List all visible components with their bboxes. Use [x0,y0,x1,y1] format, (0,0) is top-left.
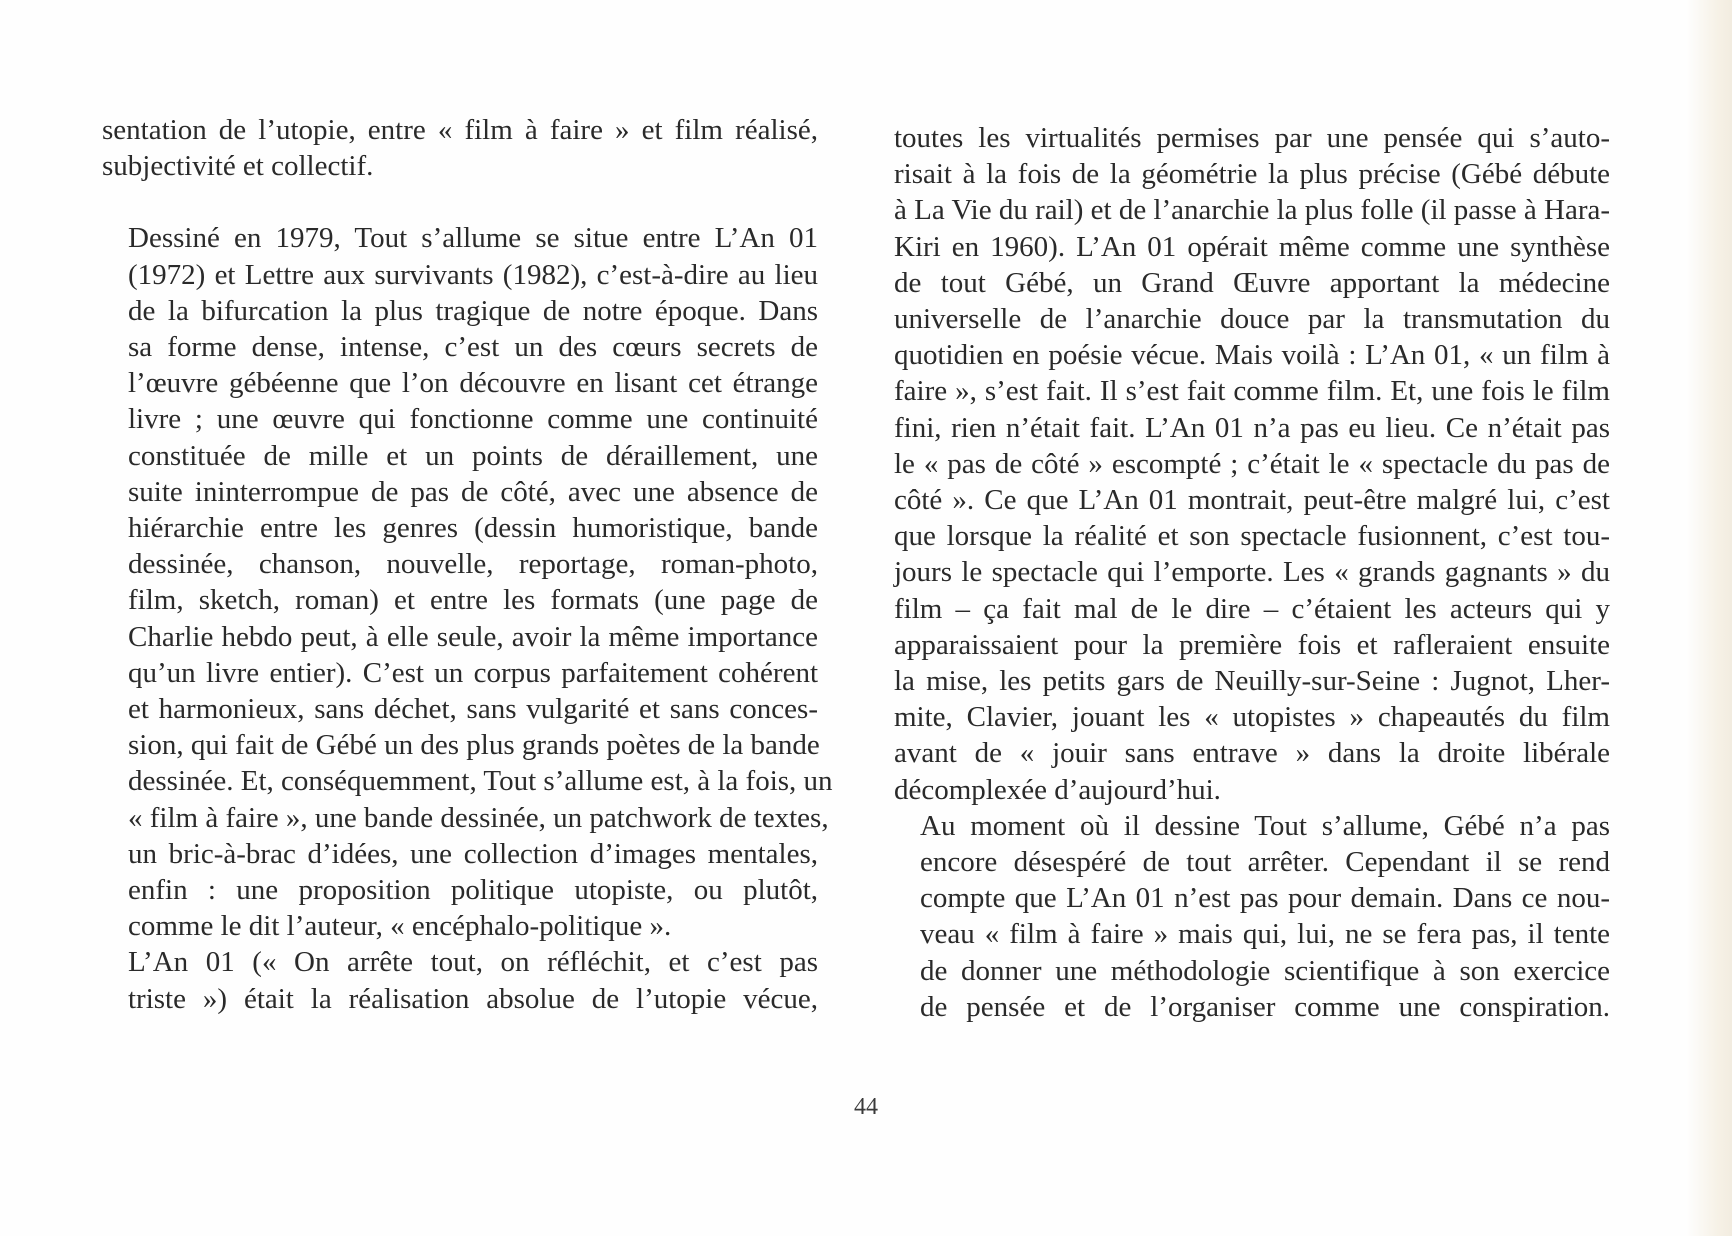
text-line: fini, rien n’était fait. L’An 01 n’a pas eu lieu. Ce n’était pas [894,411,1610,444]
text-line: « film à faire », une bande dessinée, un patchwork de textes, [128,801,829,834]
text-line: dessinée, chanson, nouvelle, reportage, roman-photo, [128,548,818,581]
text-line: Au moment où il dessine Tout s’allume, Gébé n’a pas [920,809,1610,842]
text-line: quotidien en poésie vécue. Mais voilà : L’An 01, « un film à [894,339,1610,372]
text-line: dessinée. Et, conséquemment, Tout s’allume est, à la fois, un [128,765,833,798]
text-line: toutes les virtualités permises par une pensée qui s’auto- [894,122,1610,154]
page-number: 44 [854,1094,878,1120]
paragraph-virtualites [894,120,1610,808]
text-line: sion, qui fait de Gébé un des plus grands poètes de la bande [128,729,820,762]
text-line: Charlie hebdo peut, à elle seule, avoir la même importance [128,620,818,653]
text-line: de donner une méthodologie scientifique à son exercice [920,954,1610,987]
text-line: côté ». Ce que L’An 01 montrait, peut-être malgré lui, c’est [894,484,1610,517]
text-line: Kiri en 1960). L’An 01 opérait même comme une synthèse [894,230,1610,263]
page-edge-shadow [1686,0,1732,1236]
text-line: film, sketch, roman) et entre les formats (une page de [128,584,818,617]
text-line: à La Vie du rail) et de l’anarchie la plus folle (il passe à Hara- [894,194,1610,227]
text-line: le « pas de côté » escompté ; c’était le « spectacle du pas de [894,447,1610,480]
text-line: comme le dit l’auteur, « encéphalo-politique ». [128,910,672,943]
text-line: enfin : une proposition politique utopiste, ou plutôt, [128,874,818,907]
text-line: constituée de mille et un points de déraillement, une [128,439,818,472]
text-line: sentation de l’utopie, entre « film à faire » et film réalisé, [102,114,818,146]
text-line: film – ça fait mal de le dire – c’étaient les acteurs qui y [894,592,1610,625]
text-line: et harmonieux, sans déchet, sans vulgarité et sans conces- [128,693,818,726]
text-line: faire », s’est fait. Il s’est fait comme film. Et, une fois le film [894,375,1610,408]
text-line: la mise, les petits gars de Neuilly-sur-Seine : Jugnot, Lher- [894,665,1610,698]
paragraph-au-moment [894,808,1610,1025]
paragraph-continuation [102,112,818,184]
text-line: (1972) et Lettre aux survivants (1982), c’est-à-dire au lieu [128,258,818,291]
text-line: compte que L’An 01 n’est pas pour demain. Dans ce nou- [920,882,1610,915]
text-line: l’œuvre gébéenne que l’on découvre en lisant cet étrange [128,367,818,400]
text-line: veau « film à faire » mais qui, lui, ne se fera pas, il tente [920,918,1610,951]
text-line: qu’un livre entier). C’est un corpus parfaitement cohérent [128,656,818,689]
text-line: apparaissaient pour la première fois et rafleraient ensuite [894,628,1610,661]
text-line: que lorsque la réalité et son spectacle fusionnent, c’est tou- [894,520,1610,553]
text-line: décomplexée d’aujourd’hui. [894,773,1221,806]
text-line: de pensée et de l’organiser comme une conspiration. [920,990,1610,1023]
text-line: sa forme dense, intense, c’est un des cœurs secrets de [128,331,818,364]
text-line: avant de « jouir sans entrave » dans la droite libérale [894,737,1610,770]
text-line: de la bifurcation la plus tragique de notre époque. Dans [128,294,818,327]
paragraph-tout-sallume [102,220,833,944]
text-line: risait à la fois de la géométrie la plus précise (Gébé débute [894,158,1610,191]
paragraph-lan-01 [102,944,818,1016]
text-line: subjectivité et collectif. [102,150,374,183]
text-line: triste ») était la réalisation absolue de l’utopie vécue, [128,982,818,1015]
right-text-column [894,120,1610,1025]
text-line: hiérarchie entre les genres (dessin humoristique, bande [128,512,818,545]
text-line: mite, Clavier, jouant les « utopistes » chapeautés du film [894,701,1610,734]
text-line: suite ininterrompue de pas de côté, avec une absence de [128,475,818,508]
text-line: encore désespéré de tout arrêter. Cependant il se rend [920,846,1610,879]
left-text-column [102,112,833,1017]
text-line: un bric-à-brac d’idées, une collection d’images mentales, [128,837,818,870]
text-line: jours le spectacle qui l’emporte. Les « grands gagnants » du [894,556,1610,589]
text-line: livre ; une œuvre qui fonctionne comme une continuité [128,403,818,436]
text-line: Dessiné en 1979, Tout s’allume se situe entre L’An 01 [128,222,818,255]
text-line: universelle de l’anarchie douce par la transmutation du [894,303,1610,336]
text-line: de tout Gébé, un Grand Œuvre apportant la médecine [894,266,1610,299]
text-line: L’An 01 (« On arrête tout, on réfléchit, et c’est pas [128,946,818,979]
